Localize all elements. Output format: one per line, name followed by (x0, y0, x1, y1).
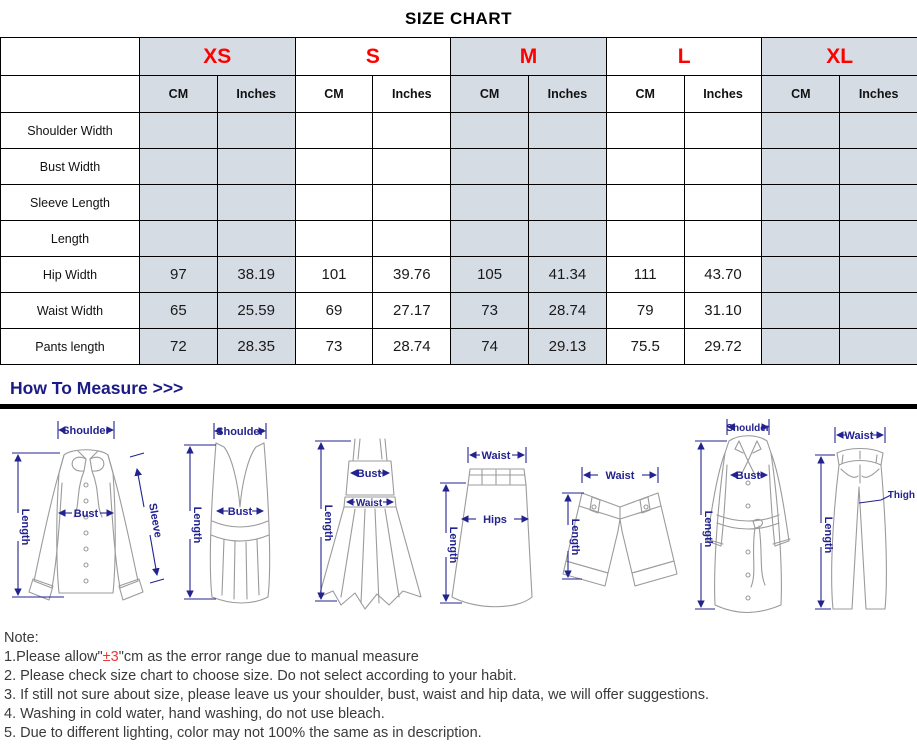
label-length: Length (19, 508, 31, 546)
value-cell (217, 221, 295, 257)
figure-dress (307, 413, 432, 627)
value-cell: 38.19 (217, 257, 295, 293)
size-header-xs: XS (140, 38, 296, 76)
value-cell (762, 149, 840, 185)
label-bust: Bust (73, 508, 99, 520)
row-label: Sleeve Length (1, 185, 140, 221)
label-sleeve: Sleeve (146, 502, 164, 539)
value-cell: 31.10 (684, 293, 762, 329)
value-cell (140, 113, 218, 149)
label-shoulder: Shoulder (216, 426, 264, 438)
page-title: SIZE CHART (405, 9, 512, 28)
row-label: Bust Width (1, 149, 140, 185)
value-cell (451, 185, 529, 221)
value-cell (529, 113, 607, 149)
row-label: Hip Width (1, 257, 140, 293)
figure-pants (807, 413, 917, 627)
unit-header-row (1, 76, 917, 113)
value-cell (451, 113, 529, 149)
note-line-4: 4. Washing in cold water, hand washing, do not use bleach. (4, 706, 385, 722)
table-row (1, 329, 917, 365)
label-thigh: Thigh (887, 490, 915, 501)
value-cell: 27.17 (373, 293, 451, 329)
value-cell (373, 185, 451, 221)
unit-header: Inches (217, 76, 295, 113)
value-cell (840, 257, 917, 293)
value-cell: 73 (295, 329, 373, 365)
value-cell (217, 185, 295, 221)
value-cell (684, 149, 762, 185)
size-header-xl: XL (762, 38, 917, 76)
label-length: Length (322, 504, 334, 542)
unit-header: CM (295, 76, 373, 113)
value-cell: 111 (606, 257, 684, 293)
value-cell (451, 221, 529, 257)
value-cell: 72 (140, 329, 218, 365)
notes-section (0, 627, 917, 743)
value-cell: 28.74 (373, 329, 451, 365)
corner-cell (1, 76, 140, 113)
row-label: Pants length (1, 329, 140, 365)
label-bust: Bust (356, 468, 382, 480)
value-cell: 39.76 (373, 257, 451, 293)
value-cell (762, 257, 840, 293)
unit-header: CM (762, 76, 840, 113)
label-waist: Waist (844, 430, 874, 442)
value-cell (762, 293, 840, 329)
size-header-row (1, 38, 917, 76)
unit-header: CM (451, 76, 529, 113)
value-cell: 75.5 (606, 329, 684, 365)
section-divider (0, 404, 917, 409)
table-row (1, 185, 917, 221)
measure-figures (0, 413, 917, 627)
value-cell (373, 113, 451, 149)
value-cell (606, 221, 684, 257)
size-header-s: S (295, 38, 451, 76)
value-cell (840, 113, 917, 149)
value-cell (217, 113, 295, 149)
figure-blouse (0, 413, 172, 627)
value-cell (295, 113, 373, 149)
value-cell: 29.72 (684, 329, 762, 365)
row-label: Waist Width (1, 293, 140, 329)
size-header-l: L (606, 38, 762, 76)
note-line-5: 5. Due to different lighting, color may not 100% the same as in description. (4, 725, 482, 741)
label-length: Length (822, 516, 834, 554)
label-hips: Hips (483, 514, 507, 526)
value-cell (140, 185, 218, 221)
value-cell: 105 (451, 257, 529, 293)
value-cell (295, 149, 373, 185)
unit-header: CM (606, 76, 684, 113)
value-cell: 97 (140, 257, 218, 293)
value-cell (840, 221, 917, 257)
value-cell: 65 (140, 293, 218, 329)
value-cell: 28.74 (529, 293, 607, 329)
value-cell (529, 221, 607, 257)
value-cell: 29.13 (529, 329, 607, 365)
figure-tank-top (172, 413, 307, 627)
figure-skirt (432, 413, 552, 627)
unit-header: Inches (529, 76, 607, 113)
value-cell (840, 293, 917, 329)
label-length: Length (702, 510, 714, 548)
value-cell (684, 113, 762, 149)
how-to-measure-heading: How To Measure >>> (10, 378, 184, 398)
label-bust: Bust (735, 470, 761, 482)
unit-header: Inches (684, 76, 762, 113)
value-cell: 43.70 (684, 257, 762, 293)
value-cell (217, 149, 295, 185)
value-cell: 69 (295, 293, 373, 329)
row-label: Shoulder Width (1, 113, 140, 149)
table-row (1, 149, 917, 185)
label-shoulder: Shoulder (62, 425, 110, 437)
corner-cell (1, 38, 140, 76)
value-cell (451, 149, 529, 185)
value-cell (140, 221, 218, 257)
value-cell (762, 221, 840, 257)
value-cell (373, 149, 451, 185)
figure-coat (687, 413, 807, 627)
value-cell (606, 113, 684, 149)
note-line-2: 2. Please check size chart to choose size. Do not select according to your habit. (4, 668, 517, 684)
value-cell (762, 113, 840, 149)
value-cell (840, 185, 917, 221)
value-cell (762, 185, 840, 221)
value-cell (606, 149, 684, 185)
table-row (1, 257, 917, 293)
label-length: Length (447, 526, 459, 564)
value-cell (140, 149, 218, 185)
value-cell (295, 185, 373, 221)
label-waist: Waist (355, 498, 383, 509)
figure-shorts (552, 413, 687, 627)
size-table (0, 37, 917, 365)
label-bust: Bust (227, 506, 253, 518)
value-cell (840, 149, 917, 185)
value-cell: 73 (451, 293, 529, 329)
table-row (1, 221, 917, 257)
value-cell (762, 329, 840, 365)
value-cell: 41.34 (529, 257, 607, 293)
value-cell: 28.35 (217, 329, 295, 365)
value-cell (529, 149, 607, 185)
notes-heading: Note: (4, 630, 39, 646)
tolerance-value: ±3 (102, 649, 119, 665)
value-cell: 79 (606, 293, 684, 329)
row-label: Length (1, 221, 140, 257)
value-cell: 74 (451, 329, 529, 365)
unit-header: CM (140, 76, 218, 113)
value-cell (684, 185, 762, 221)
value-cell: 101 (295, 257, 373, 293)
note-line-3: 3. If still not sure about size, please leave us your shoulder, bust, waist and hip data, we will offer suggestions. (4, 687, 709, 703)
value-cell (295, 221, 373, 257)
unit-header: Inches (373, 76, 451, 113)
label-waist: Waist (481, 450, 511, 462)
value-cell: 25.59 (217, 293, 295, 329)
value-cell (529, 185, 607, 221)
label-shoulder: Shoulder (726, 423, 770, 434)
label-length: Length (191, 506, 203, 544)
size-header-m: M (451, 38, 607, 76)
unit-header: Inches (840, 76, 917, 113)
label-length: Length (569, 518, 581, 556)
value-cell (373, 221, 451, 257)
table-row (1, 113, 917, 149)
label-waist: Waist (605, 470, 635, 482)
value-cell (606, 185, 684, 221)
note-line-1: 1.Please allow"±3"cm as the error range due to manual measure (4, 649, 419, 665)
value-cell (684, 221, 762, 257)
value-cell (840, 329, 917, 365)
table-row (1, 293, 917, 329)
